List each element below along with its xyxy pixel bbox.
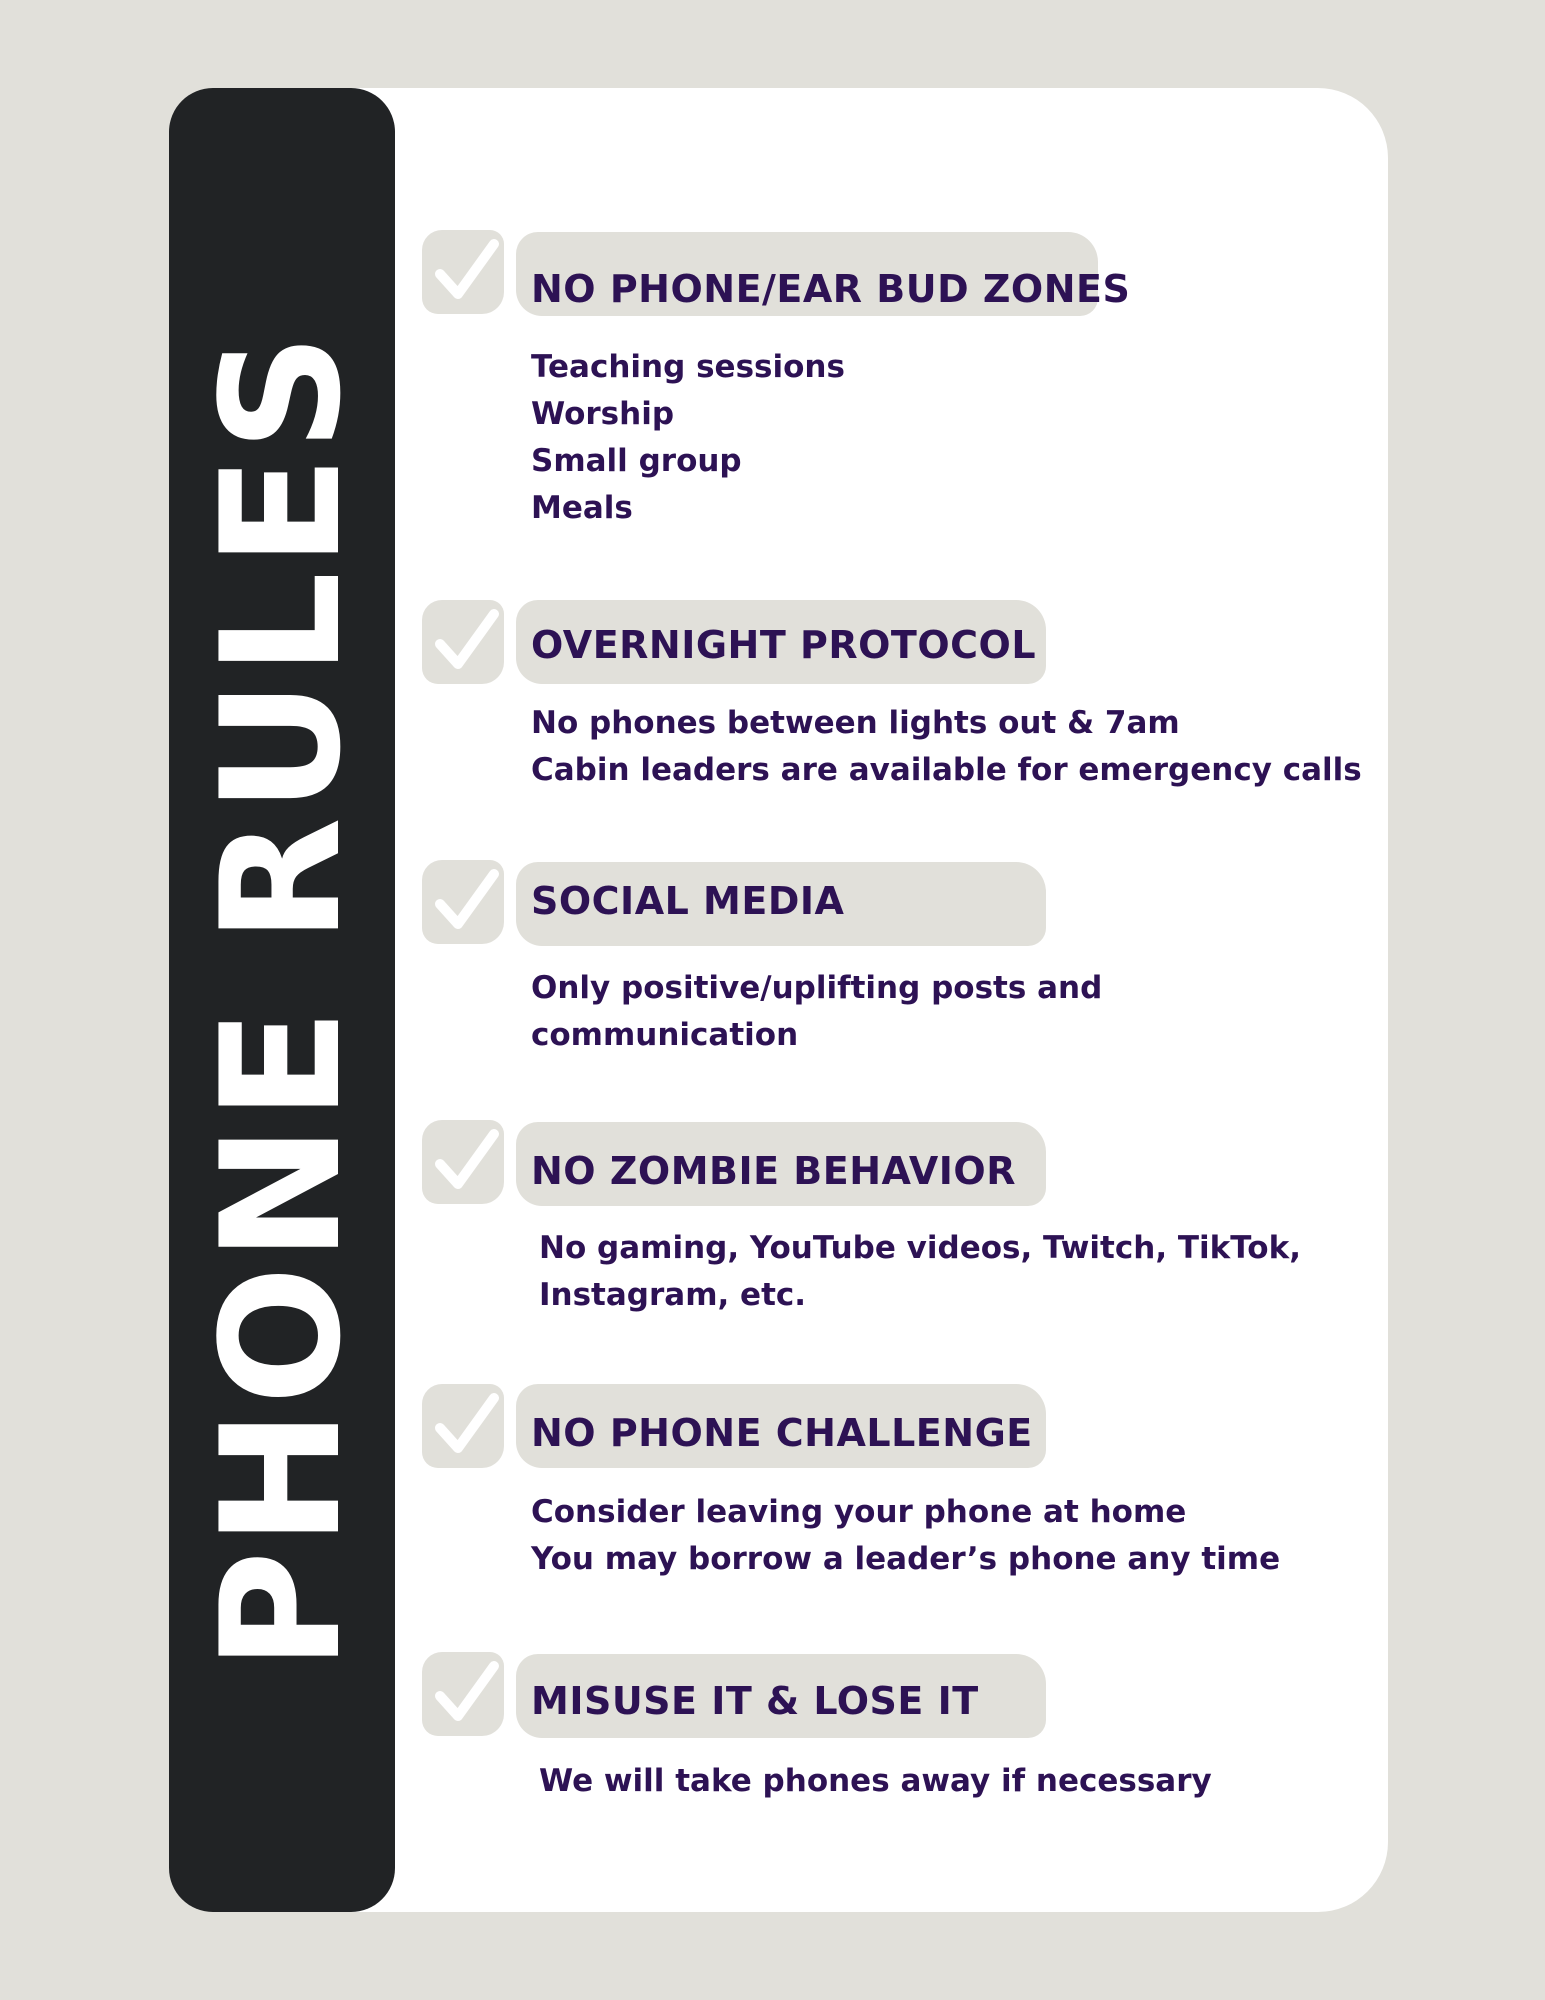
rule-description: [531, 965, 1102, 1059]
page-title: PHONE RULES: [186, 329, 377, 1671]
rule-line: You may borrow a leader’s phone any time: [531, 1541, 1281, 1577]
rule-line: Cabin leaders are available for emergency calls: [531, 752, 1362, 788]
rule-line: Instagram, etc.: [539, 1277, 807, 1313]
rule-title: NO PHONE CHALLENGE: [531, 1411, 1033, 1455]
rule-title: NO PHONE/EAR BUD ZONES: [531, 267, 1131, 311]
rule-line: Only positive/uplifting posts and: [531, 970, 1103, 1006]
rule-title: OVERNIGHT PROTOCOL: [531, 623, 1037, 667]
checkmark-icon: [422, 1120, 504, 1204]
checkmark-icon: [422, 600, 504, 684]
checkmark-icon: [422, 1652, 504, 1736]
rule-line: Meals: [531, 490, 633, 526]
checkmark-icon: [422, 1384, 504, 1468]
rule-title: MISUSE IT & LOSE IT: [531, 1679, 979, 1723]
rule-description: [531, 1489, 1280, 1583]
rule-title: SOCIAL MEDIA: [531, 879, 845, 923]
rule-description: [531, 700, 1362, 794]
rule-line: No gaming, YouTube videos, Twitch, TikTok,: [539, 1230, 1301, 1266]
rule-line: communication: [531, 1017, 799, 1053]
rule-line: No phones between lights out & 7am: [531, 705, 1180, 741]
rule-line: We will take phones away if necessary: [539, 1763, 1212, 1799]
rule-line: Teaching sessions: [531, 349, 845, 385]
rule-line: Small group: [531, 443, 742, 479]
rule-description: [539, 1225, 1301, 1319]
rule-line: Worship: [531, 396, 675, 432]
checkmark-icon: [422, 230, 504, 314]
checkmark-icon: [422, 860, 504, 944]
rule-description: [539, 1758, 1212, 1805]
rule-description: [531, 344, 845, 532]
rule-title: NO ZOMBIE BEHAVIOR: [531, 1149, 1016, 1193]
rule-line: Consider leaving your phone at home: [531, 1494, 1187, 1530]
